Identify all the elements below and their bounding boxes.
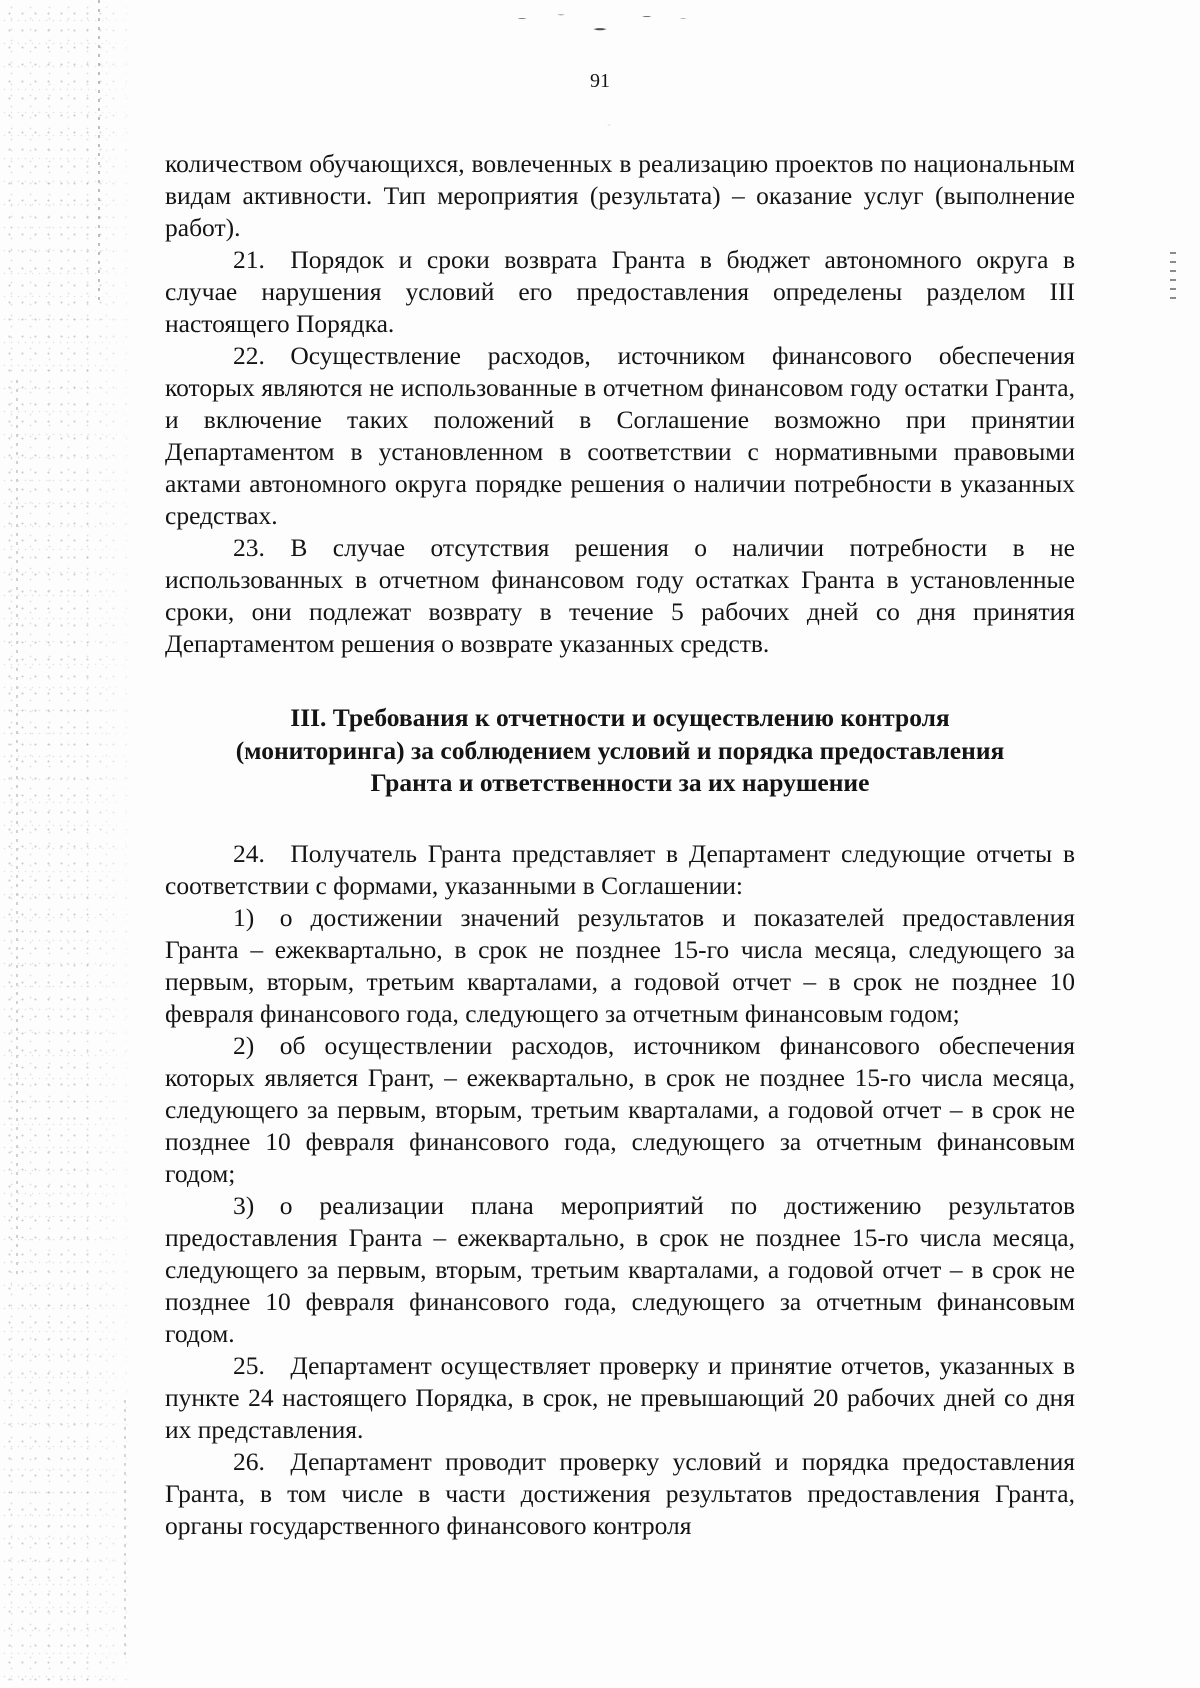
paragraph: количеством обучающихся, вовлеченных в реализацию проектов по национальным видам активности. Тип мероприятия (результата) – оказание услуг (выполнение работ).: [165, 149, 1075, 242]
paragraph: 2) об осуществлении расходов, источником финансового обеспечения которых является Грант, – ежеквартально, в срок не позднее 15-го числа месяца, следующего за первым, вторым, третьим кварталами, а годовой отчет – в срок не позднее 10 февраля финансового года, следующего за отчетным финансовым годом;: [165, 1030, 1075, 1188]
scan-artifact-line: [124, 1400, 126, 1660]
paragraph: 1) о достижении значений результатов и показателей предоставления Гранта – ежеквартально, в срок не позднее 15-го числа месяца, следующего за первым, вторым, третьим кварталами, а годовой отчет – в срок не позднее 10 февраля финансового года, следующего за отчетным финансовым годом;: [165, 902, 1075, 1028]
paragraph: 23. В случае отсутствия решения о наличии потребности в не использованных в отчетном финансовом году остатках Гранта в установленные сроки, они подлежат возврату в течение 5 рабочих дней со дня принятия Департаментом решения о возврате указанных средств.: [165, 533, 1075, 658]
section-title-line: Гранта и ответственности за их нарушение: [370, 768, 870, 797]
page-number: 91: [590, 70, 610, 92]
scan-smudge-top: [470, 4, 730, 40]
paragraph: 21. Порядок и сроки возврата Гранта в бюджет автономного округа в случае нарушения условий его предоставления определены разделом III настоящего Порядка.: [165, 245, 1075, 338]
scan-smudge-mid: [555, 118, 675, 132]
scan-marks-right: [1170, 252, 1176, 302]
scan-artifact-line: [16, 380, 18, 1280]
paragraphs-after-section: [165, 838, 1075, 1542]
section-title: [165, 702, 1075, 800]
section-title-line: III. Требования к отчетности и осуществлению контроля: [290, 703, 950, 732]
paragraph: 24. Получатель Гранта представляет в Департамент следующие отчеты в соответствии с формами, указанными в Соглашении:: [165, 838, 1075, 900]
scan-noise-left-margin: [0, 0, 140, 1688]
paragraph: 26. Департамент проводит проверку условий и порядка предоставления Гранта, в том числе в части достижения результатов предоставления Гранта, органы государственного финансового контроля: [165, 1446, 1075, 1540]
document-body: [165, 148, 1075, 1542]
section-title-line: (мониторинга) за соблюдением условий и порядка предоставления: [235, 735, 1005, 765]
paragraph: 3) о реализации плана мероприятий по достижению результатов предоставления Гранта – ежеквартально, в срок не позднее 15-го числа месяца, следующего за первым, вторым, третьим кварталами, а годовой отчет – в срок не позднее 10 февраля финансового года, следующего за отчетным финансовым годом.: [165, 1190, 1075, 1348]
scan-artifact-line: [98, 0, 100, 300]
paragraph: 22. Осуществление расходов, источником финансового обеспечения которых являются не использованные в отчетном финансовом году остатки Гранта, и включение таких положений в Соглашение возможно при принятии Департаментом в установленном в соответствии с нормативными правовыми актами автономного округа порядке решения о наличии потребности в указанных средствах.: [165, 341, 1075, 530]
paragraph: 25. Департамент осуществляет проверку и принятие отчетов, указанных в пункте 24 настоящего Порядка, в срок, не превышающий 20 рабочих дней со дня их представления.: [165, 1350, 1075, 1444]
paragraphs-before-section: [165, 148, 1075, 660]
